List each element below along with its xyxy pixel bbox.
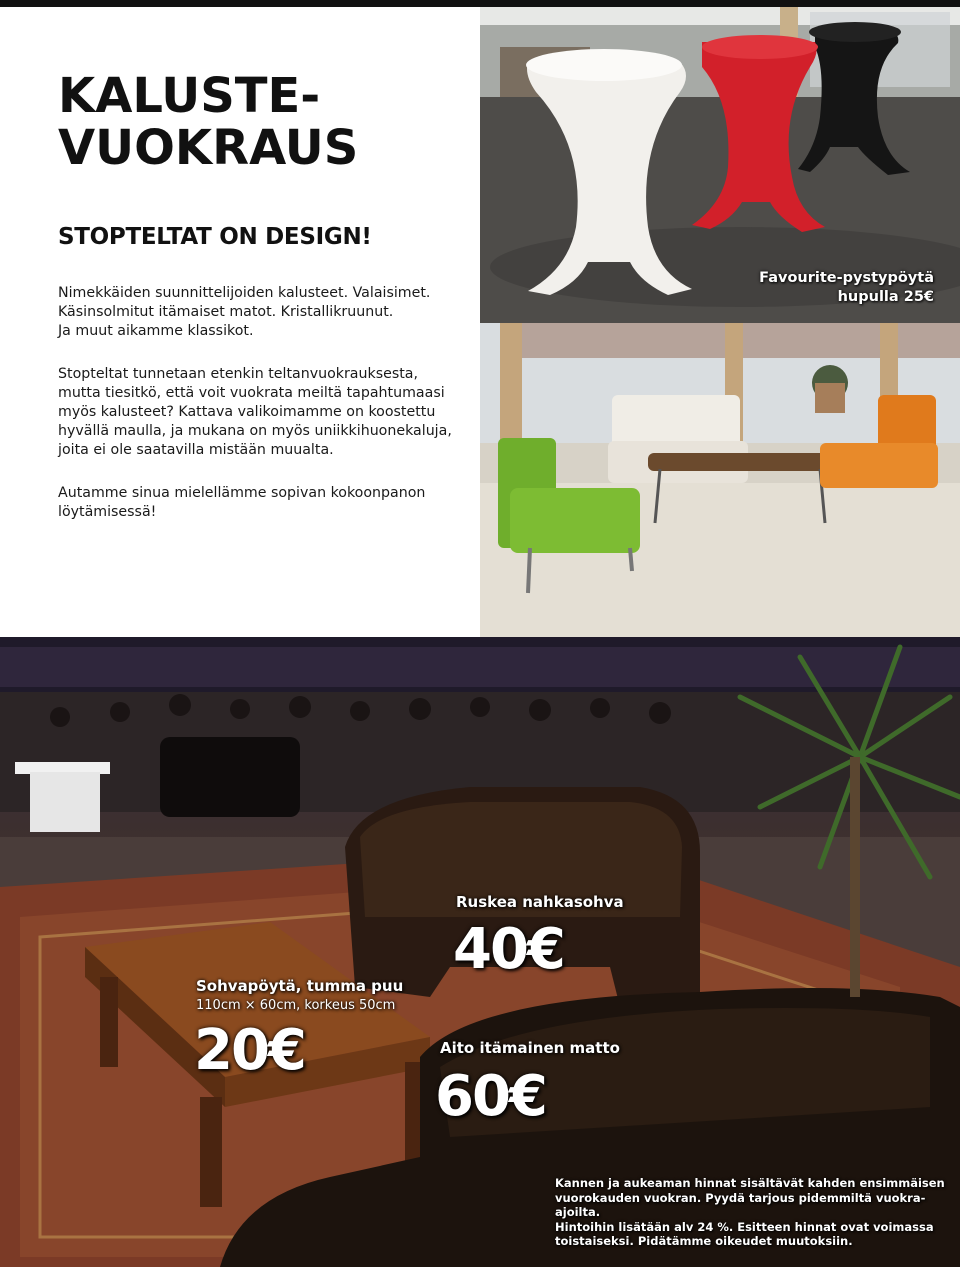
caption-line: hupulla 25€ [837, 289, 934, 305]
intro-line: Nimekkäiden suunnittelijoiden kalusteet. Valaisimet. [58, 285, 431, 301]
subtitle: STOPTELTAT ON DESIGN! [58, 224, 372, 250]
intro-line: Käsinsolmitut itämaiset matot. Kristallikruunut. [58, 304, 394, 320]
sofa-price: 40€ [453, 917, 564, 982]
body-line: joita ei ole saatavilla mistään muualta. [58, 442, 334, 458]
closing-line: löytämisessä! [58, 504, 157, 520]
event-hall-photo [0, 637, 960, 1267]
page-title [58, 70, 468, 174]
sofa-label: Ruskea nahkasohva [456, 893, 624, 911]
note-line: vuorokauden vuokran. Pyydä tarjous pidemmiltä vuokra-ajoilta. [555, 1190, 926, 1219]
closing-paragraph [58, 484, 468, 522]
body-line: hyvällä maulla, ja mukana on myös uniikkihuonekaluja, [58, 423, 452, 439]
title-line-2: VUOKRAUS [58, 120, 359, 176]
note-line: toistaiseksi. Pidätämme oikeudet muutoksiin. [555, 1234, 853, 1248]
cocktail-tables-photo [480, 7, 960, 323]
caption-line: Favourite-pystypöytä [759, 270, 934, 286]
body-paragraph [58, 365, 468, 460]
table-price: 20€ [194, 1018, 305, 1083]
body-line: Stopteltat tunnetaan etenkin teltanvuokrauksesta, [58, 366, 418, 382]
closing-line: Autamme sinua mielellämme sopivan kokoonpanon [58, 485, 426, 501]
rug-label: Aito itämainen matto [440, 1039, 620, 1057]
rug-price: 60€ [435, 1064, 546, 1129]
note-line: Kannen ja aukeaman hinnat sisältävät kahden ensimmäisen [555, 1176, 945, 1190]
table-label: Sohvapöytä, tumma puu [196, 977, 404, 995]
pricing-note [555, 1176, 945, 1249]
body-line: myös kalusteet? Kattava valikoimamme on koostettu [58, 404, 436, 420]
title-line-1: KALUSTE- [58, 68, 321, 124]
lounge-furniture-illustration [480, 323, 960, 637]
intro-paragraph [58, 284, 468, 341]
table-dimensions: 110cm × 60cm, korkeus 50cm [196, 998, 396, 1013]
cocktail-table-caption [759, 269, 934, 307]
top-bar [0, 0, 960, 7]
lounge-furniture-photo [480, 323, 960, 637]
intro-line: Ja muut aikamme klassikot. [58, 323, 254, 339]
text-column [58, 70, 468, 522]
note-line: Hintoihin lisätään alv 24 %. Esitteen hinnat ovat voimassa [555, 1219, 934, 1234]
body-line: mutta tiesitkö, että voit vuokrata meiltä tapahtumaasi [58, 385, 445, 401]
